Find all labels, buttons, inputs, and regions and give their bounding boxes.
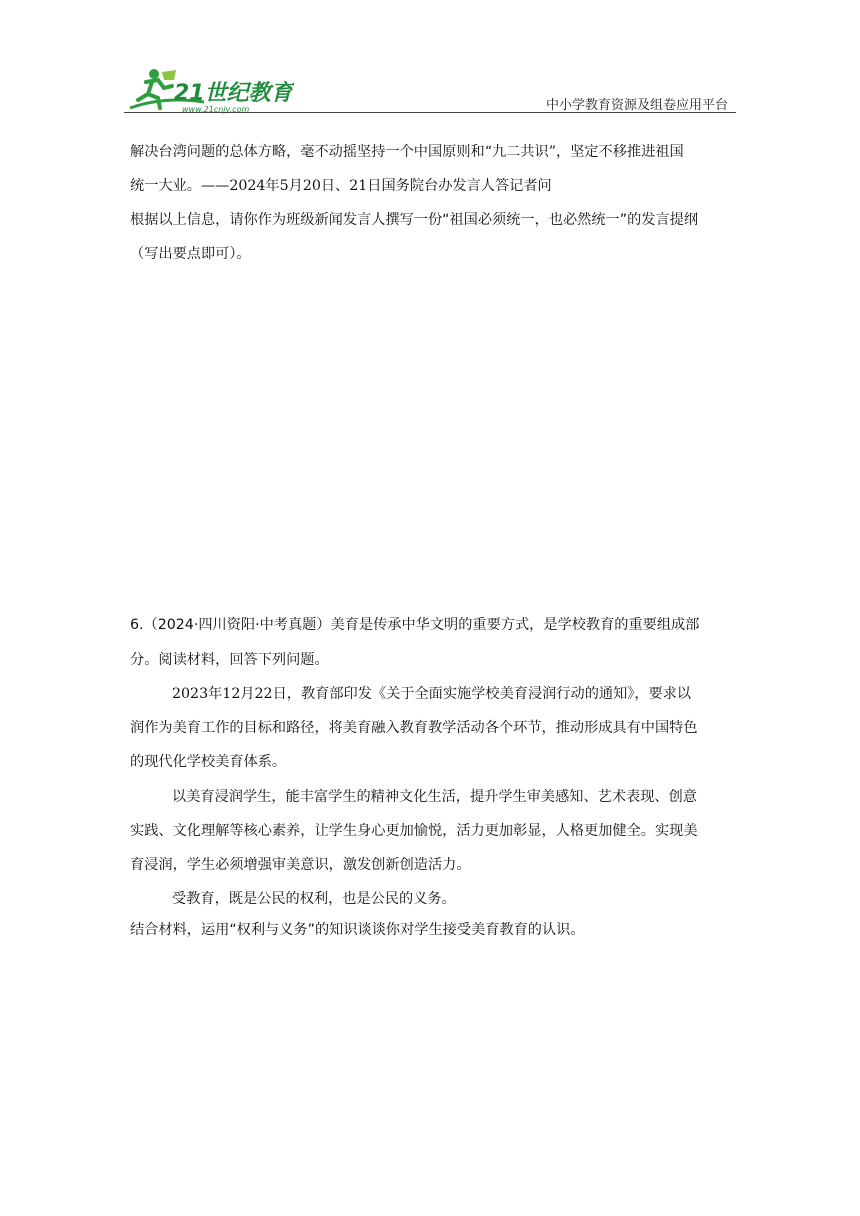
header-divider [124,112,736,113]
material-1-line-3: 的现代化学校美育体系。 [130,754,287,770]
material-2-line-2: 实践、文化理解等核心素养，让学生身心更加愉悦，活力更加彰显，人格更加健全。实现美 [130,823,698,839]
question-6-line-1: 6.（2024·四川资阳·中考真题）美育是传承中华文明的重要方式，是学校教育的重要组成部 [130,617,700,633]
logo [124,66,294,114]
page-header [124,66,736,118]
logo-url: www.21cnjy.com [182,105,250,114]
question-prompt: 结合材料，运用“权利与义务”的知识谈谈你对学生接受美育教育的认识。 [130,922,585,938]
logo-text: 21世纪教育 [174,81,293,106]
text-line-2: 统一大业。——2024年5月20日、21日国务院台办发言人答记者问 [130,178,552,194]
material-2-line-3: 育浸润，学生必须增强审美意识，激发创新创造活力。 [130,857,471,873]
material-1-line-1: 2023年12月22日，教育部印发《关于全面实施学校美育浸润行动的通知》，要求以 [172,686,692,702]
text-line-1: 解决台湾问题的总体方略，毫不动摇坚持一个中国原则和“九二共识”，坚定不移推进祖国 [130,144,684,160]
text-line-4: （写出要点即可）。 [130,246,251,262]
runner-logo-icon [124,66,294,114]
material-3-line-1: 受教育，既是公民的权利，也是公民的义务。 [172,891,456,907]
material-1-line-2: 润作为美育工作的目标和路径，将美育融入教育教学活动各个环节，推动形成具有中国特色 [130,720,698,736]
platform-name: 中小学教育资源及组卷应用平台 [545,98,728,113]
material-2-line-1: 以美育浸润学生，能丰富学生的精神文化生活，提升学生审美感知、艺术表现、创意 [172,789,697,805]
question-6-line-2: 分。阅读材料，回答下列问题。 [130,652,329,668]
text-line-3: 根据以上信息，请你作为班级新闻发言人撰写一份“祖国必须统一，也必然统一”的发言提纲 [130,212,699,228]
